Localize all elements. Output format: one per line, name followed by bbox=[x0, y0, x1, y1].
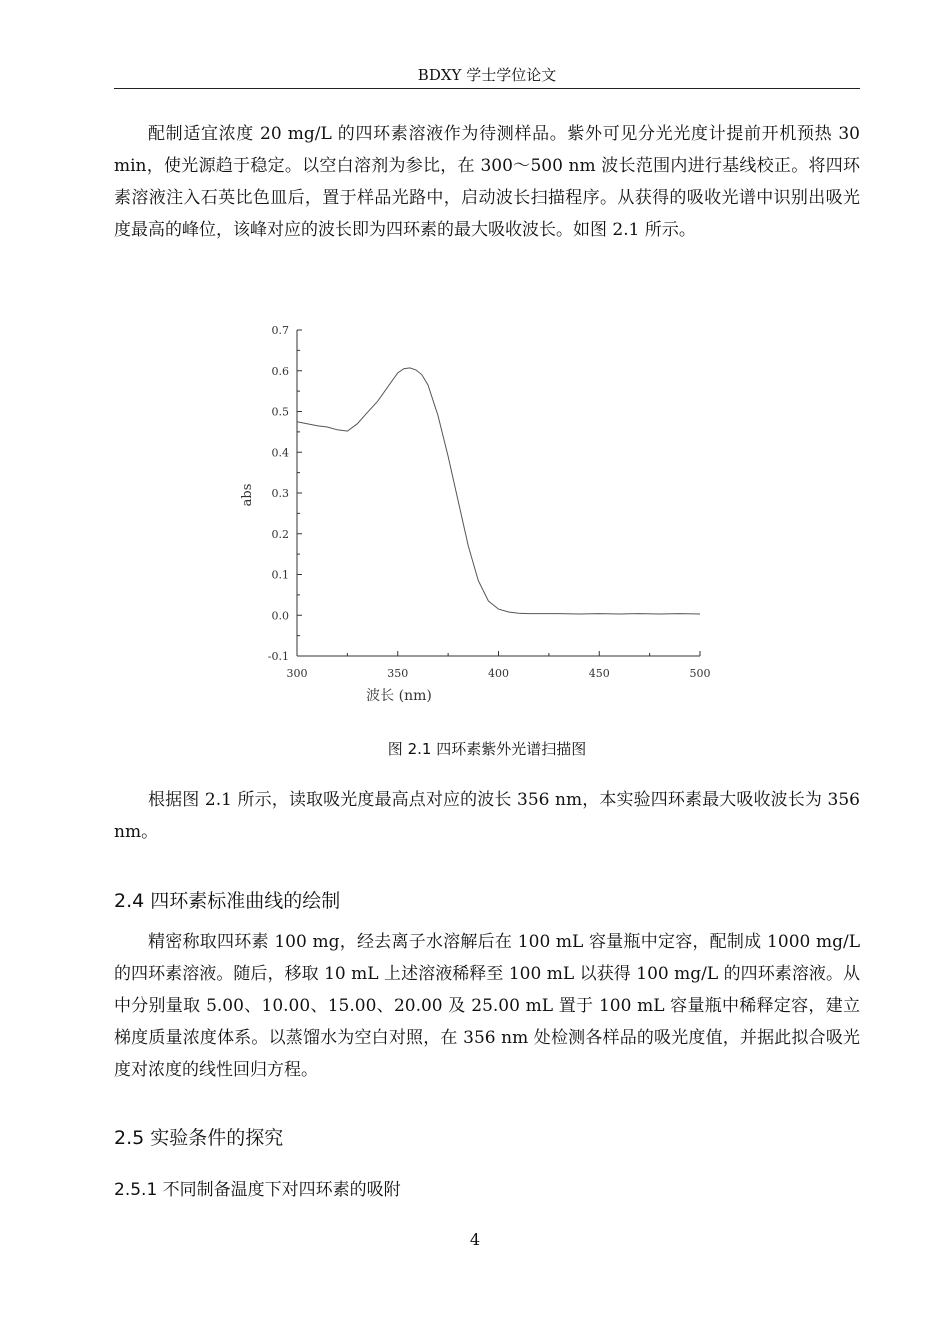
paragraph-result: 根据图 2.1 所示，读取吸光度最高点对应的波长 356 nm，本实验四环素最大吸收波长为 356 nm。 bbox=[114, 790, 860, 842]
x-tick-label: 500 bbox=[689, 667, 711, 680]
y-tick-label: 0.5 bbox=[271, 405, 289, 419]
uv-spectrum-chart bbox=[230, 315, 720, 715]
y-axis-label: abs bbox=[240, 483, 255, 507]
page-number: 4 bbox=[469, 1230, 481, 1249]
figure-caption: 图 2.1 四环素紫外光谱扫描图 bbox=[387, 740, 587, 758]
series-line bbox=[297, 368, 700, 614]
x-axis-label: 波长 (nm) bbox=[366, 688, 432, 704]
x-tick-label: 350 bbox=[387, 667, 409, 680]
y-tick-label: 0.1 bbox=[271, 568, 289, 582]
x-tick-label: 450 bbox=[588, 667, 610, 680]
y-tick-label: -0.1 bbox=[267, 650, 289, 663]
y-tick-label: 0.3 bbox=[271, 487, 289, 500]
x-tick-label: 400 bbox=[488, 667, 509, 680]
y-tick-label: 0.2 bbox=[271, 527, 289, 541]
paragraph-method: 配制适宜浓度 20 mg/L 的四环素溶液作为待测样品。紫外可见分光光度计提前开机预热 30 min，使光源趋于稳定。以空白溶剂为参比，在 300～500 nm 波长范围内进行基线校正。将四环素溶液注入石英比色皿后，置于样品光路中，启动波长扫描程序。从获得的吸收光谱中识别出吸光度最高的峰位，该峰对应的波长即为四环素的最大吸收波长。如图 2.1 所示。 bbox=[114, 124, 860, 240]
section-heading-2-5: 2.5 实验条件的探究 bbox=[114, 1127, 284, 1149]
y-tick-label: 0.0 bbox=[271, 609, 289, 623]
running-header: BDXY 学士学位论文 bbox=[417, 66, 557, 84]
paragraph-standard-curve: 精密称取四环素 100 mg，经去离子水溶解后在 100 mL 容量瓶中定容，配制成 1000 mg/L 的四环素溶液。随后，移取 10 mL 上述溶液稀释至 100 mL 以获得 100 mg/L 的四环素溶液。从中分别量取 5.00、10.00、15.00、20.00 及 25.00 mL 置于 100 mL 容量瓶中稀释定容，建立梯度质量浓度体系。以蒸馏水为空白对照，在 356 nm 处检测各样品的吸光度值，并据此拟合吸光度对浓度的线性回归方程。 bbox=[114, 932, 860, 1080]
y-tick-label: 0.4 bbox=[271, 446, 289, 460]
chart-axes bbox=[297, 330, 700, 656]
header-rule bbox=[114, 88, 860, 89]
x-ticks bbox=[287, 651, 711, 680]
x-tick-label: 300 bbox=[286, 667, 308, 680]
uv-spectrum-figure bbox=[230, 315, 720, 715]
section-heading-2-4: 2.4 四环素标准曲线的绘制 bbox=[114, 890, 341, 912]
subsection-heading-2-5-1: 2.5.1 不同制备温度下对四环素的吸附 bbox=[114, 1180, 401, 1200]
y-tick-label: 0.7 bbox=[271, 324, 289, 337]
y-tick-label: 0.6 bbox=[271, 364, 289, 378]
